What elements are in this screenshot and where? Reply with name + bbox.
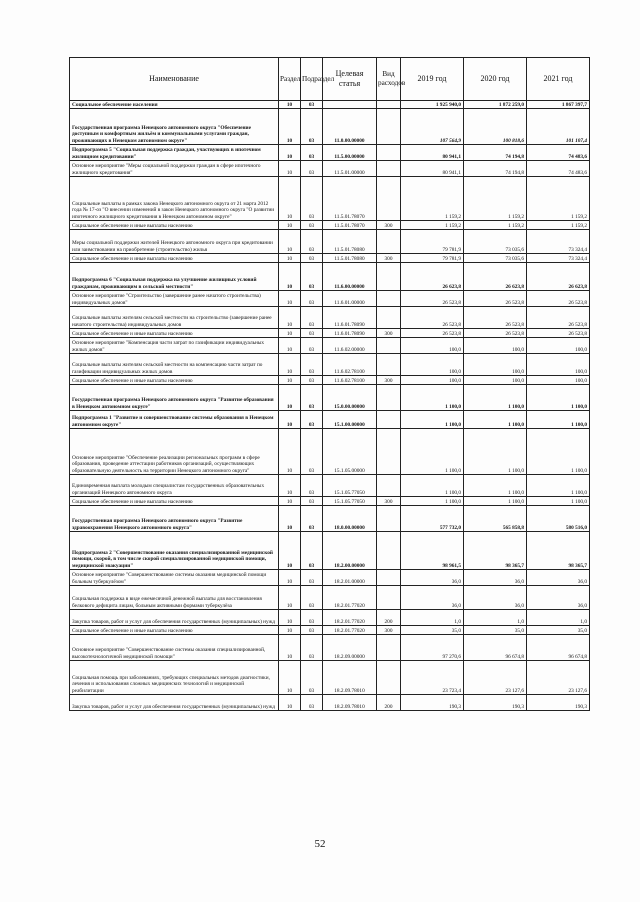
cell-2020: 26 523,8 (464, 329, 527, 338)
cell-2020: 100,0 (464, 376, 527, 385)
cell-expense-type (377, 429, 401, 475)
cell-expense-type (377, 411, 401, 429)
cell-2021: 73 324,4 (527, 254, 590, 263)
cell-expense-type (377, 263, 401, 291)
cell-2019: 26 523,8 (401, 329, 464, 338)
cell-target-article: 18.2.09.78010 (323, 661, 377, 695)
cell-2019: 26 523,8 (401, 307, 464, 329)
cell-section: 10 (279, 329, 301, 338)
cell-2021: 73 324,4 (527, 230, 590, 254)
cell-2021: 1 159,2 (527, 177, 590, 221)
cell-2021: 1 100,0 (527, 411, 590, 429)
cell-2021: 1 100,0 (527, 497, 590, 506)
cell-2021: 1 867 397,7 (527, 101, 590, 109)
cell-2021: 100,0 (527, 376, 590, 385)
cell-subsection: 03 (301, 161, 323, 177)
page-number: 52 (314, 838, 326, 850)
cell-section: 10 (279, 497, 301, 506)
table-row (70, 411, 590, 429)
cell-expense-type: 300 (377, 254, 401, 263)
cell-2020: 190,3 (464, 695, 527, 711)
table-row (70, 291, 590, 307)
cell-subsection: 03 (301, 109, 323, 145)
cell-2020: 74 194,8 (464, 145, 527, 161)
cell-2019: 1 100,0 (401, 429, 464, 475)
cell-expense-type: 200 (377, 610, 401, 626)
cell-name: Государственная программа Ненецкого автономного округа "Развитие образования в Ненецком автономном округе" (70, 385, 279, 411)
cell-name: Основное мероприятие "Меры социальной поддержки граждан в сфере ипотечного жилищного кредитования" (70, 161, 279, 177)
cell-2021: 26 523,8 (527, 291, 590, 307)
cell-2019: 1 159,2 (401, 177, 464, 221)
cell-2019: 1,0 (401, 610, 464, 626)
cell-section: 10 (279, 145, 301, 161)
cell-name: Государственная программа Ненецкого автономного округа "Развитие здравоохранения Ненецкого автономного округа" (70, 506, 279, 532)
cell-name: Подпрограмма 6 "Социальная поддержка на улучшение жилищных условий гражданам, проживающим в сельской местности" (70, 263, 279, 291)
table-body (70, 101, 590, 711)
cell-target-article: 11.5.01.78070 (323, 177, 377, 221)
table-row (70, 230, 590, 254)
cell-target-article: 18.2.09.00000 (323, 635, 377, 661)
cell-section: 10 (279, 161, 301, 177)
cell-expense-type (377, 338, 401, 354)
cell-2019: 1 100,0 (401, 385, 464, 411)
cell-2019: 26 623,8 (401, 263, 464, 291)
cell-target-article: 11.5.01.78070 (323, 221, 377, 230)
cell-expense-type (377, 354, 401, 376)
cell-2019: 100,0 (401, 354, 464, 376)
table-row (70, 177, 590, 221)
cell-2021: 101 107,4 (527, 109, 590, 145)
cell-expense-type (377, 101, 401, 109)
cell-expense-type (377, 661, 401, 695)
budget-table (69, 57, 590, 711)
cell-expense-type (377, 506, 401, 532)
cell-section: 10 (279, 291, 301, 307)
cell-name: Основное мероприятие "Совершенствование системы оказания медицинской помощи больным туберкулёзом" (70, 570, 279, 586)
cell-subsection: 03 (301, 230, 323, 254)
cell-2021: 74 483,6 (527, 145, 590, 161)
cell-2020: 1 872 259,0 (464, 101, 527, 109)
cell-2021: 100,0 (527, 354, 590, 376)
cell-subsection: 03 (301, 429, 323, 475)
cell-expense-type (377, 570, 401, 586)
cell-2019: 577 732,0 (401, 506, 464, 532)
cell-2020: 1 159,2 (464, 177, 527, 221)
table-row (70, 101, 590, 109)
cell-expense-type (377, 385, 401, 411)
cell-2020: 96 674,8 (464, 635, 527, 661)
cell-section: 10 (279, 109, 301, 145)
cell-name: Социальное обеспечение и иные выплаты населению (70, 626, 279, 635)
cell-target-article: 11.6.02.78100 (323, 354, 377, 376)
cell-2019: 100,0 (401, 338, 464, 354)
cell-target-article: 18.2.09.78010 (323, 695, 377, 711)
cell-name: Подпрограмма 2 "Совершенствование оказания специализированной медицинской помощи, скорой, в том числе скорой специализированной медицинской помощи, медицинской эвакуации" (70, 532, 279, 570)
cell-2020: 100,0 (464, 354, 527, 376)
cell-2020: 35,0 (464, 626, 527, 635)
cell-expense-type (377, 532, 401, 570)
cell-subsection: 03 (301, 475, 323, 497)
cell-2021: 26 523,8 (527, 307, 590, 329)
cell-target-article: 18.2.00.00000 (323, 532, 377, 570)
cell-target-article: 15.0.00.00000 (323, 385, 377, 411)
cell-2021: 23 127,6 (527, 661, 590, 695)
cell-expense-type: 300 (377, 376, 401, 385)
cell-target-article: 15.1.00.00000 (323, 411, 377, 429)
cell-subsection: 03 (301, 385, 323, 411)
cell-name: Основное мероприятие "Компенсация части затрат по газификации индивидуальных жилых домов" (70, 338, 279, 354)
cell-section: 10 (279, 354, 301, 376)
cell-subsection: 03 (301, 411, 323, 429)
cell-subsection: 03 (301, 307, 323, 329)
table-row (70, 145, 590, 161)
cell-subsection: 03 (301, 221, 323, 230)
cell-2019: 36,0 (401, 570, 464, 586)
header-2019: 2019 год (401, 58, 464, 101)
cell-2019: 100,0 (401, 376, 464, 385)
cell-subsection: 03 (301, 263, 323, 291)
cell-subsection: 03 (301, 376, 323, 385)
table-row (70, 570, 590, 586)
cell-expense-type (377, 635, 401, 661)
cell-2020: 36,0 (464, 586, 527, 610)
table-row (70, 497, 590, 506)
cell-name: Социальное обеспечение населения (70, 101, 279, 109)
cell-subsection: 03 (301, 177, 323, 221)
cell-subsection: 03 (301, 145, 323, 161)
header-2020: 2020 год (464, 58, 527, 101)
cell-name: Закупка товаров, работ и услуг для обеспечения государственных (муниципальных) нужд (70, 610, 279, 626)
cell-name: Государственная программа Ненецкого автономного округа "Обеспечение доступным и комфортным жильём и коммунальными услугами граждан, проживающих в Ненецком автономном округе" (70, 109, 279, 145)
cell-2019: 190,3 (401, 695, 464, 711)
table-row (70, 532, 590, 570)
cell-section: 10 (279, 411, 301, 429)
cell-name: Социальные выплаты в рамках закона Ненецкого автономного округа от 21 марта 2012 года № 17-оз "О внесении изменений в закон Ненецкого автономного округа "О развитии ипотечного жилищного кредитования в Ненецком автономном округе" (70, 177, 279, 221)
header-section: Раздел (279, 58, 301, 101)
cell-subsection: 03 (301, 570, 323, 586)
cell-2020: 26 523,8 (464, 291, 527, 307)
table-row (70, 263, 590, 291)
cell-target-article: 18.2.01.77020 (323, 586, 377, 610)
cell-expense-type: 300 (377, 626, 401, 635)
cell-2020: 73 035,6 (464, 254, 527, 263)
cell-subsection: 03 (301, 254, 323, 263)
cell-section: 10 (279, 376, 301, 385)
cell-name: Социальное обеспечение и иные выплаты населению (70, 329, 279, 338)
header-name: Наименование (70, 58, 279, 101)
cell-section: 10 (279, 254, 301, 263)
cell-2019: 1 100,0 (401, 497, 464, 506)
header-expense-type: Вид расходов (377, 58, 401, 101)
cell-2021: 100,0 (527, 338, 590, 354)
cell-section: 10 (279, 101, 301, 109)
cell-2020: 100 818,6 (464, 109, 527, 145)
cell-expense-type (377, 475, 401, 497)
cell-section: 10 (279, 177, 301, 221)
header-2021: 2021 год (527, 58, 590, 101)
cell-2019: 97 270,6 (401, 635, 464, 661)
cell-2019: 1 100,0 (401, 475, 464, 497)
table-row (70, 475, 590, 497)
cell-target-article: 15.1.05.77050 (323, 497, 377, 506)
cell-name: Основное мероприятие "Совершенствование системы оказания специализированной, высокотехнологичной медицинской помощи" (70, 635, 279, 661)
cell-section: 10 (279, 586, 301, 610)
cell-2021: 98 365,7 (527, 532, 590, 570)
cell-subsection: 03 (301, 101, 323, 109)
cell-name: Основное мероприятие "Строительство (завершение ранее начатого строительства) индивидуальных домов" (70, 291, 279, 307)
table-row (70, 307, 590, 329)
table-row (70, 354, 590, 376)
cell-2019: 79 781,9 (401, 230, 464, 254)
cell-expense-type: 300 (377, 329, 401, 338)
cell-section: 10 (279, 338, 301, 354)
cell-target-article: 11.5.00.00000 (323, 145, 377, 161)
cell-subsection: 03 (301, 586, 323, 610)
cell-subsection: 03 (301, 291, 323, 307)
cell-target-article: 18.2.01.00000 (323, 570, 377, 586)
cell-2020: 26 623,8 (464, 263, 527, 291)
cell-target-article: 11.6.00.00000 (323, 263, 377, 291)
cell-subsection: 03 (301, 695, 323, 711)
table-row (70, 376, 590, 385)
cell-name: Социальные выплаты жителям сельской местности на компенсацию части затрат по газификации индивидуальных жилых домов (70, 354, 279, 376)
cell-2021: 190,3 (527, 695, 590, 711)
cell-section: 10 (279, 263, 301, 291)
cell-subsection: 03 (301, 497, 323, 506)
table-row (70, 221, 590, 230)
cell-subsection: 03 (301, 532, 323, 570)
table-row (70, 610, 590, 626)
cell-subsection: 03 (301, 661, 323, 695)
cell-2020: 1 100,0 (464, 411, 527, 429)
table-row (70, 586, 590, 610)
cell-2021: 580 516,0 (527, 506, 590, 532)
table-row (70, 338, 590, 354)
table-row (70, 385, 590, 411)
header-target-article: Целевая статья (323, 58, 377, 101)
cell-2021: 36,0 (527, 570, 590, 586)
cell-name: Социальное обеспечение и иные выплаты населению (70, 254, 279, 263)
cell-subsection: 03 (301, 626, 323, 635)
cell-section: 10 (279, 475, 301, 497)
cell-2019: 80 941,1 (401, 161, 464, 177)
cell-name: Основное мероприятие "Обеспечение реализации региональных программ в сфере образования, проведение аттестации работников организаций, осуществляющих образовательную деятельность на территории Ненецкого автономного округа" (70, 429, 279, 475)
cell-section: 10 (279, 429, 301, 475)
cell-section: 10 (279, 570, 301, 586)
table-row (70, 429, 590, 475)
cell-2020: 1 100,0 (464, 475, 527, 497)
cell-target-article: 11.6.02.00000 (323, 338, 377, 354)
cell-name: Социальное обеспечение и иные выплаты населению (70, 221, 279, 230)
header-subsection: Подраздел (301, 58, 323, 101)
cell-2021: 36,0 (527, 586, 590, 610)
cell-2021: 1,0 (527, 610, 590, 626)
table-row (70, 254, 590, 263)
cell-2020: 1 100,0 (464, 385, 527, 411)
table-row (70, 626, 590, 635)
cell-subsection: 03 (301, 610, 323, 626)
cell-2021: 1 100,0 (527, 385, 590, 411)
cell-target-article: 11.5.01.00000 (323, 161, 377, 177)
cell-target-article: 15.1.05.77050 (323, 475, 377, 497)
cell-2021: 1 159,2 (527, 221, 590, 230)
cell-2020: 73 035,6 (464, 230, 527, 254)
table-row (70, 329, 590, 338)
cell-expense-type (377, 230, 401, 254)
cell-section: 10 (279, 230, 301, 254)
cell-2019: 98 961,5 (401, 532, 464, 570)
cell-name: Социальная помощь при заболеваниях, требующих специальных методов диагностики, лечения и использования сложных медицинских технологий и медицинской реабилитации (70, 661, 279, 695)
cell-2020: 565 858,8 (464, 506, 527, 532)
table-row (70, 661, 590, 695)
cell-2020: 1 100,0 (464, 429, 527, 475)
cell-2019: 107 564,9 (401, 109, 464, 145)
cell-2019: 1 100,0 (401, 411, 464, 429)
cell-section: 10 (279, 532, 301, 570)
cell-2020: 74 194,8 (464, 161, 527, 177)
cell-expense-type (377, 291, 401, 307)
cell-section: 10 (279, 635, 301, 661)
cell-expense-type: 300 (377, 221, 401, 230)
table-row (70, 109, 590, 145)
cell-subsection: 03 (301, 354, 323, 376)
cell-target-article: 11.5.01.78080 (323, 254, 377, 263)
cell-expense-type (377, 145, 401, 161)
cell-2019: 80 941,1 (401, 145, 464, 161)
cell-section: 10 (279, 661, 301, 695)
cell-section: 10 (279, 626, 301, 635)
cell-2019: 36,0 (401, 586, 464, 610)
cell-section: 10 (279, 695, 301, 711)
cell-target-article: 18.0.00.00000 (323, 506, 377, 532)
cell-2019: 1 925 940,0 (401, 101, 464, 109)
table-row (70, 635, 590, 661)
cell-target-article: 11.6.01.78090 (323, 307, 377, 329)
cell-subsection: 03 (301, 329, 323, 338)
cell-2020: 36,0 (464, 570, 527, 586)
cell-2021: 26 523,8 (527, 329, 590, 338)
cell-2019: 23 723,4 (401, 661, 464, 695)
cell-target-article: 11.0.00.00000 (323, 109, 377, 145)
cell-section: 10 (279, 307, 301, 329)
cell-expense-type (377, 586, 401, 610)
cell-2020: 23 127,6 (464, 661, 527, 695)
cell-subsection: 03 (301, 635, 323, 661)
cell-expense-type (377, 177, 401, 221)
cell-name: Подпрограмма 5 "Социальная поддержка граждан, участвующих в ипотечном жилищном кредитовании" (70, 145, 279, 161)
cell-target-article: 11.6.01.78090 (323, 329, 377, 338)
cell-expense-type (377, 307, 401, 329)
cell-expense-type: 300 (377, 497, 401, 506)
table-row (70, 506, 590, 532)
cell-section: 10 (279, 385, 301, 411)
cell-subsection: 03 (301, 338, 323, 354)
cell-target-article: 15.1.05.00000 (323, 429, 377, 475)
table-header-row (70, 58, 590, 101)
table-row (70, 161, 590, 177)
cell-2021: 1 100,0 (527, 429, 590, 475)
cell-target-article: 18.2.01.77020 (323, 610, 377, 626)
cell-2020: 1 100,0 (464, 497, 527, 506)
cell-expense-type (377, 109, 401, 145)
cell-2020: 26 523,8 (464, 307, 527, 329)
cell-2019: 35,0 (401, 626, 464, 635)
cell-target-article: 11.6.01.00000 (323, 291, 377, 307)
cell-2021: 1 100,0 (527, 475, 590, 497)
cell-name: Социальное обеспечение и иные выплаты населению (70, 376, 279, 385)
cell-target-article (323, 101, 377, 109)
cell-2020: 98 365,7 (464, 532, 527, 570)
cell-name: Социальное обеспечение и иные выплаты населению (70, 497, 279, 506)
cell-2021: 96 674,8 (527, 635, 590, 661)
cell-2020: 100,0 (464, 338, 527, 354)
cell-name: Закупка товаров, работ и услуг для обеспечения государственных (муниципальных) нужд (70, 695, 279, 711)
cell-expense-type (377, 161, 401, 177)
cell-2021: 26 623,8 (527, 263, 590, 291)
cell-name: Единовременная выплата молодым специалистам государственных образовательных организаций Ненецкого автономного округа (70, 475, 279, 497)
cell-2021: 74 483,6 (527, 161, 590, 177)
cell-2019: 1 159,2 (401, 221, 464, 230)
cell-2019: 26 523,8 (401, 291, 464, 307)
cell-subsection: 03 (301, 506, 323, 532)
cell-section: 10 (279, 506, 301, 532)
cell-name: Социальные выплаты жителям сельской местности на строительство (завершение ранее начатого строительства) индивидуальных домов (70, 307, 279, 329)
cell-name: Подпрограмма 1 "Развитие и совершенствование системы образования в Ненецком автономном округе" (70, 411, 279, 429)
cell-2020: 1 159,2 (464, 221, 527, 230)
cell-target-article: 11.5.01.78080 (323, 230, 377, 254)
cell-name: Социальная поддержка в виде ежемесячной денежной выплаты для восстановления белкового дефицита лицам, больным активными формами туберкулёза (70, 586, 279, 610)
cell-target-article: 11.6.02.78100 (323, 376, 377, 385)
cell-target-article: 18.2.01.77020 (323, 626, 377, 635)
cell-section: 10 (279, 610, 301, 626)
table-row (70, 695, 590, 711)
cell-2020: 1,0 (464, 610, 527, 626)
cell-2019: 79 781,9 (401, 254, 464, 263)
cell-expense-type: 200 (377, 695, 401, 711)
cell-section: 10 (279, 221, 301, 230)
cell-name: Меры социальной поддержки жителей Ненецкого автономного округа при кредитовании или заимствовании на приобретение (строительство) жилья (70, 230, 279, 254)
cell-2021: 35,0 (527, 626, 590, 635)
